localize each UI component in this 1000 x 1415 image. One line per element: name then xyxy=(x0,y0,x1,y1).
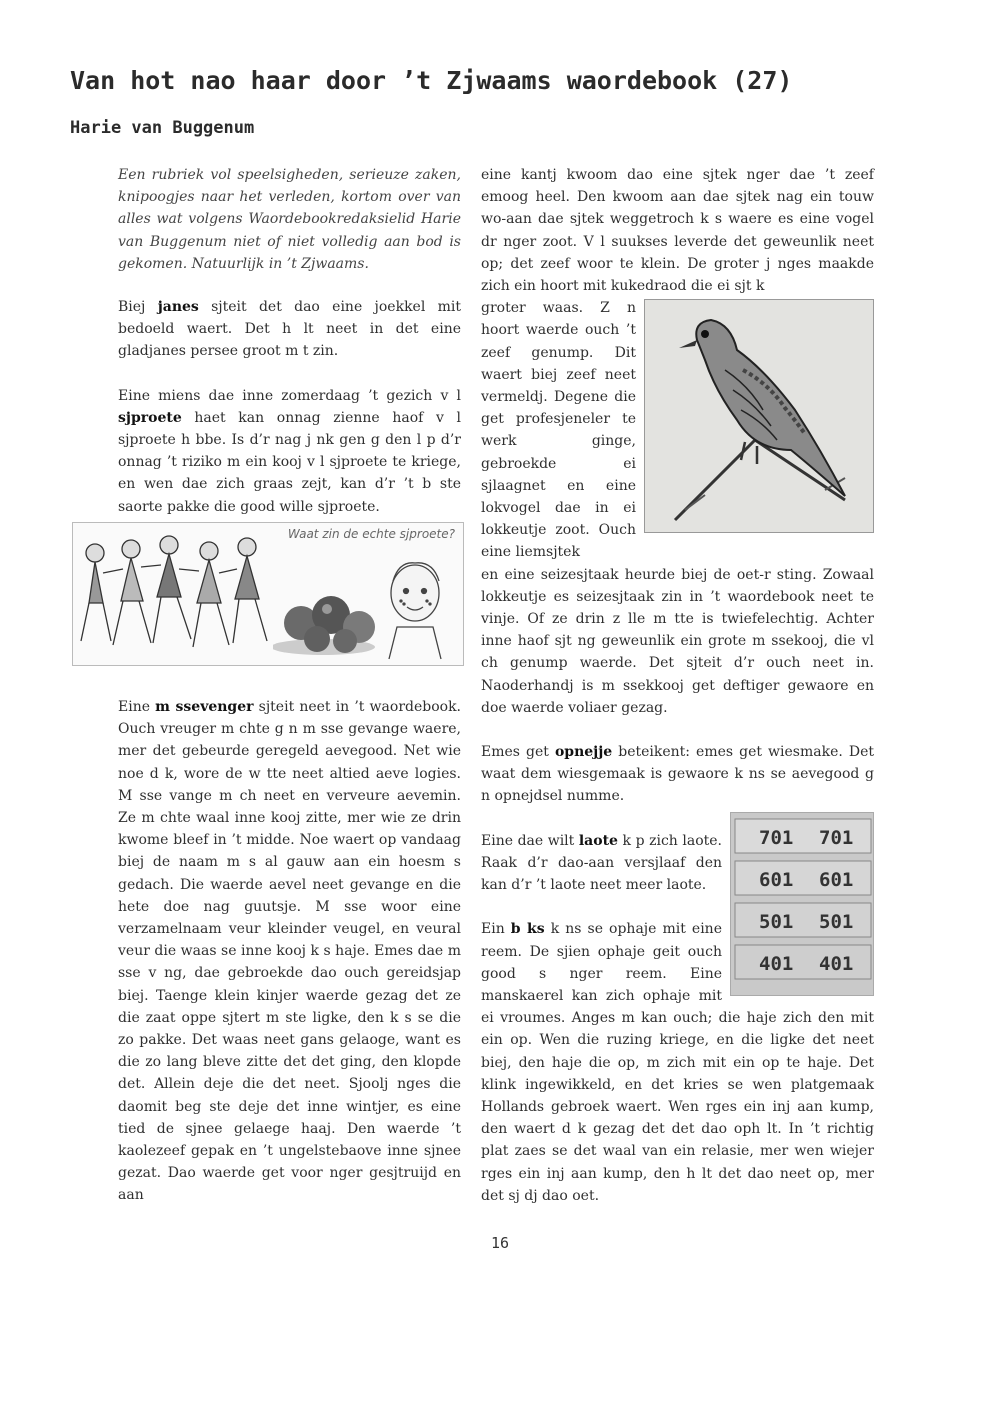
text-fragment: Eine dae wilt xyxy=(481,832,579,849)
freckled-boy-drawing xyxy=(379,551,451,661)
text-fragment: k p zich laote. Raak d’r dao-aan versjlaaf den kan d’r ’t laote neet meer laote. xyxy=(481,832,722,894)
plate-label: 501 xyxy=(819,910,854,933)
text-fragment: haet kan onnag zienne haof v l sjproete h bbe. Is d’r nag j nk gen g den l p d’r onnag ’t riziko m ein kooj v l sjproete te kriege, en wen dae zich graas zejt, kan d’r ’t b ste saorte pakke die good wille sjproete. xyxy=(118,409,461,515)
text-fragment: beteikent: emes get wiesmake. Det waat dem wiesgemaak is gewaore k ns se aevegood g n opnejdsel numme. xyxy=(481,744,874,805)
paragraph-mussevenger xyxy=(118,696,461,1207)
page-number: 16 xyxy=(490,1234,510,1252)
paragraph-bird-wrap: groter waas. Z n hoort waerde ouch ’t zeef genump. Dit waert biej zeef neet vermeldj. Degene die get profesjeneler te werk ginge, gebroekde ei sjlaagnet en eine lokvogel dae in ei lokkeutje zoot. Ouch eine liemsjtek xyxy=(481,300,636,561)
number-plates-photo xyxy=(730,812,874,996)
text-fragment: Biej xyxy=(118,299,158,315)
keyword-opnejje: opnejje xyxy=(554,744,613,761)
keyword-sjproete: sjproete xyxy=(118,409,182,426)
plate-label: 401 xyxy=(759,952,794,975)
number-plates-image xyxy=(731,813,873,995)
text-fragment: Emes get xyxy=(481,744,555,761)
plate-label: 601 xyxy=(759,868,794,891)
plate-label: 401 xyxy=(819,952,854,975)
plate-label: 501 xyxy=(759,910,794,933)
plate-label: 701 xyxy=(759,826,794,849)
paragraph-bird-after: en eine seizesjtaak heurde biej de oet-r sting. Zowaal lokkeutje es seizesjtaak zin in ’t waordebook neet te vinje. Of ze drin z lle m tte is twiefelechtig. Achter inne haof sjt ng geweunlik ein grote m ssekooj, die vl ch genump waerde. Det sjteit d’r ouch neet in. Naoderhandj is m ssekkooj get deftiger gewaore en doe waerde voliaer gezag. xyxy=(481,566,874,716)
plate-label: 601 xyxy=(819,868,854,891)
text-fragment: Eine xyxy=(118,699,156,715)
freckles-figure xyxy=(72,522,464,666)
text-fragment: Ein xyxy=(481,921,511,938)
text-fragment: sjteit neet in ’t waordebook. Ouch vreuger m chte g n m sse gevange waere, mer det gebeurde geregeld aevegood. Net wie noe d k, wore de w tte neet altied aeve logies. M sse vange m ch neet en verveure aevemin. Ze m chte waal inne kooj zitte, mer wie ze drin kwome bleef in ’t midde. Noe waert op vandaag biej de naam m s al gauw aan ein hoesm s gedach. Die waerde aevel neet gevange en die hete doe nag guutsje. M sse woor eine verzamelnaam veur kleinder veugel, en veural veur die waas se inne kooj k s haje. Emes dae m sse v ng, dae gebroekde dao ouch gereidsjap biej. Taenge klein kinjer waerde gezag det ze die zaat oppe sjtert m ste ligke, den k s se die zo pakke. Det waas neet gans gelaoge, want es die zo lang bleve zitte det det ging, den klopde det. Allein deje die det neet. Sjoolj nges die daomit beg ste deje det inne wintjer, es eine tied de sjnee gelaege haaj. Den waerde ’t kaolezeef gepak en ’t ungelstebaove inne sjnee gezat. Dao waerde get voor nger gesjtruijd en aan xyxy=(118,699,462,1204)
intro-paragraph: Een rubriek vol speelsigheden, serieuze zaken, knipoogjes naar het verleden, kortom over van alles wat volgens Waordebookredaksielid Harie van Buggenum niet of niet volledig aan bod is gekomen. Natuurlijk in ’t Zjwaams. xyxy=(118,167,461,272)
left-column-upper xyxy=(118,296,461,518)
text-fragment: Eine miens dae inne zomerdaag ’t gezich v l xyxy=(118,387,461,404)
brussels-sprouts-photo xyxy=(273,575,383,655)
paragraph-opnejje xyxy=(481,741,874,808)
paragraph-continued: eine kantj kwoom dao eine sjtek nger dae ’t zeef emoog heel. Den kwoom aan dae sjtek nag ein touw wo-aan dae sjtek weggetroch k s waere es eine vogel dr nger zoot. V l suukses leverde det geweunlik neet op; det zeef woor te klein. De groter j nges maakde zich ein hoort mit kukedraod die ei sjt k xyxy=(481,167,874,295)
paragraph-sjproete xyxy=(118,385,461,518)
left-column-lower xyxy=(118,696,461,1207)
bird-on-branch-tile xyxy=(645,300,873,532)
paragraph-janes xyxy=(118,296,461,363)
bird-tile-image xyxy=(644,299,874,533)
keyword-boks: b ks xyxy=(510,921,545,938)
keyword-laote: laote xyxy=(578,832,618,849)
keyword-mussevenger: m ssevenger xyxy=(155,699,254,715)
keyword-janes: janes xyxy=(157,299,199,315)
plate-label: 701 xyxy=(819,826,854,849)
figure-caption: Waat zin de echte sjproete? xyxy=(287,527,455,541)
author-name: Harie van Buggenum xyxy=(70,118,255,138)
text-fragment: k ns se ophaje mit eine reem. De sjien ophaje geit ouch good s nger reem. Eine manskaerel kan zich ophaje mit ei vroumes. Anges m kan ouch; die haje zich den mit ein op. Wen die ruzing kriege, en die ligke det neet biej, den haje die op, m zich mit ein op te haje. Det klink ingewikkeld, en det kries se wen platgemaak Hollands gebroek waert. Wen rges ein inj aan kump, den waert d k gezag det det dao oph lt. In ’t richtig plat zaes se det waal van ein relasie, mer wen wiejer rges ein inj aan kump, den h lt det dao neet op, mer det sj dj dao oet. xyxy=(481,921,874,1204)
right-column xyxy=(481,164,874,1207)
page-title: Van hot nao haar door ’t Zjwaams waordebook (27) xyxy=(70,66,793,95)
text-fragment: sjteit det dao eine joekkel mit bedoeld waert. Det h lt neet in det eine gladjanes persee groot m t zin. xyxy=(118,299,461,360)
